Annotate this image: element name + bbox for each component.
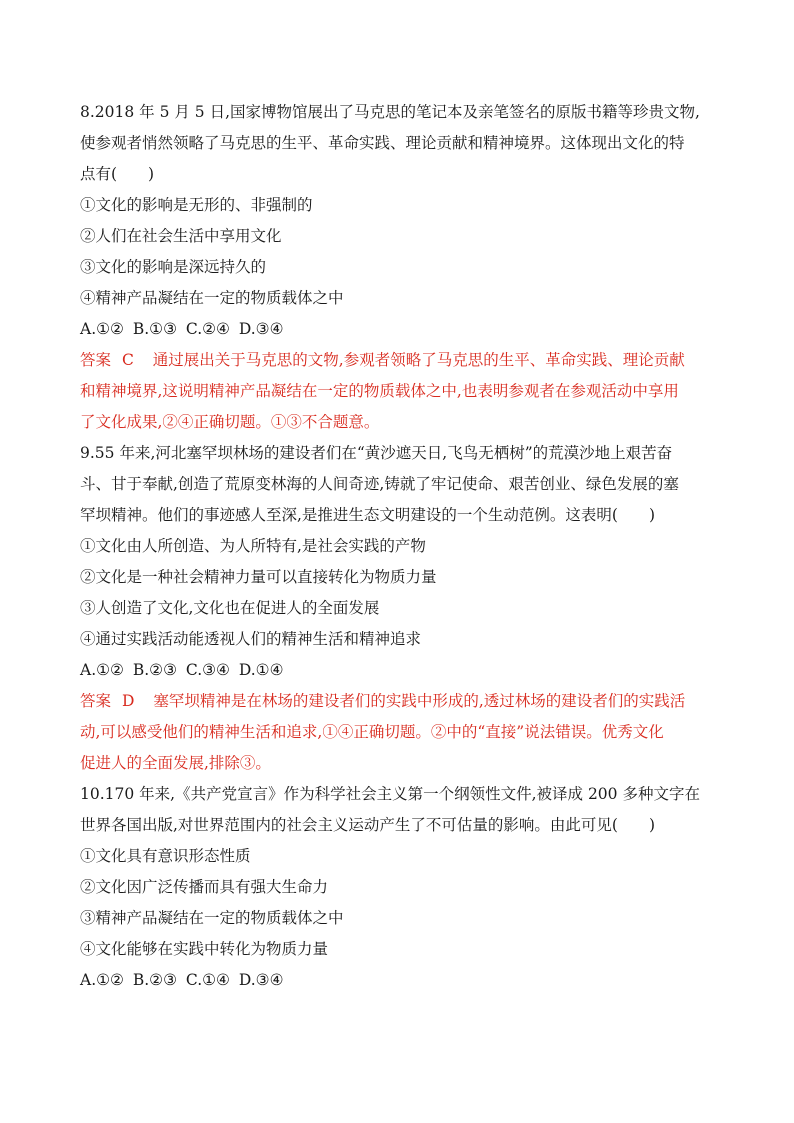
question-10-statement-2: ②文化因广泛传播而具有强大生命力	[80, 878, 329, 896]
option-c: C.②④	[185, 320, 230, 338]
question-9-stem-line-2: 斗、甘于奉献,创造了荒原变林海的人间奇迹,铸就了牢记使命、艰苦创业、绿色发展的塞	[80, 475, 679, 493]
question-9-statement-1: ①文化由人所创造、为人所特有,是社会实践的产物	[80, 537, 426, 555]
option-d: D.①④	[238, 661, 284, 679]
option-a: A.①②	[80, 661, 124, 679]
option-d: D.③④	[238, 971, 284, 989]
question-10-statement-4: ④文化能够在实践中转化为物质力量	[80, 940, 329, 958]
question-8-statement-4: ④精神产品凝结在一定的物质载体之中	[80, 289, 344, 307]
option-a: A.①②	[80, 971, 124, 989]
question-9-options	[80, 655, 720, 686]
question-9	[80, 438, 720, 779]
answer-explanation-line-1: 通过展出关于马克思的文物,参观者领略了马克思的生平、革命实践、理论贡献	[152, 351, 685, 369]
question-10-stem-line-2: 世界各国出版,对世界范围内的社会主义运动产生了不可估量的影响。由此可见( )	[80, 816, 656, 834]
question-10-stem-line-1: 10.170 年来,《共产党宣言》作为科学社会主义第一个纲领性文件,被译成 200 多种文字在	[80, 785, 700, 803]
question-9-statement-2: ②文化是一种社会精神力量可以直接转化为物质力量	[80, 568, 437, 586]
option-b: B.②③	[132, 661, 177, 679]
answer-explanation-line-2: 动,可以感受他们的精神生活和追求,①④正确切题。②中的“直接”说法错误。优秀文化	[80, 723, 664, 741]
answer-tag: 答案	[80, 692, 112, 710]
question-9-statement-4: ④通过实践活动能透视人们的精神生活和精神追求	[80, 630, 422, 648]
option-c: C.③④	[185, 661, 230, 679]
question-9-answer	[80, 686, 720, 779]
answer-letter: C	[121, 351, 134, 369]
answer-letter: D	[121, 692, 135, 710]
question-8-stem-line-1: 8.2018 年 5 月 5 日,国家博物馆展出了马克思的笔记本及亲笔签名的原版书籍等珍贵文物,	[80, 103, 700, 121]
option-d: D.③④	[238, 320, 284, 338]
question-8-statement-2: ②人们在社会生活中享用文化	[80, 227, 282, 245]
answer-tag: 答案	[80, 351, 112, 369]
question-9-stem-line-3: 罕坝精神。他们的事迹感人至深,是推进生态文明建设的一个生动范例。这表明( )	[80, 506, 656, 524]
option-a: A.①②	[80, 320, 124, 338]
question-8-answer	[80, 345, 720, 438]
option-c: C.①④	[185, 971, 230, 989]
question-8-statement-3: ③文化的影响是深远持久的	[80, 258, 267, 276]
question-10-statement-1: ①文化具有意识形态性质	[80, 847, 251, 865]
question-8-statement-1: ①文化的影响是无形的、非强制的	[80, 196, 313, 214]
answer-explanation-line-2: 和精神境界,这说明精神产品凝结在一定的物质载体之中,也表明参观者在参观活动中享用	[80, 382, 679, 400]
question-9-statement-3: ③人创造了文化,文化也在促进人的全面发展	[80, 599, 380, 617]
answer-explanation-line-1: 塞罕坝精神是在林场的建设者们的实践中形成的,透过林场的建设者们的实践活	[153, 692, 686, 710]
question-10	[80, 779, 720, 996]
option-b: B.①③	[132, 320, 177, 338]
option-b: B.②③	[132, 971, 177, 989]
answer-explanation-line-3: 了文化成果,②④正确切题。①③不合题意。	[80, 413, 380, 431]
question-8-stem-line-2: 使参观者悄然领略了马克思的生平、革命实践、理论贡献和精神境界。这体现出文化的特	[80, 134, 685, 152]
question-8	[80, 97, 720, 438]
question-10-options	[80, 965, 720, 996]
question-8-stem-line-3: 点有( )	[80, 165, 155, 183]
answer-explanation-line-3: 促进人的全面发展,排除③。	[80, 754, 271, 772]
question-8-options	[80, 314, 720, 345]
question-9-stem-line-1: 9.55 年来,河北塞罕坝林场的建设者们在“黄沙遮天日,飞鸟无栖树”的荒漠沙地上艰苦奋	[80, 444, 673, 462]
document-page	[80, 97, 720, 996]
question-10-statement-3: ③精神产品凝结在一定的物质载体之中	[80, 909, 344, 927]
